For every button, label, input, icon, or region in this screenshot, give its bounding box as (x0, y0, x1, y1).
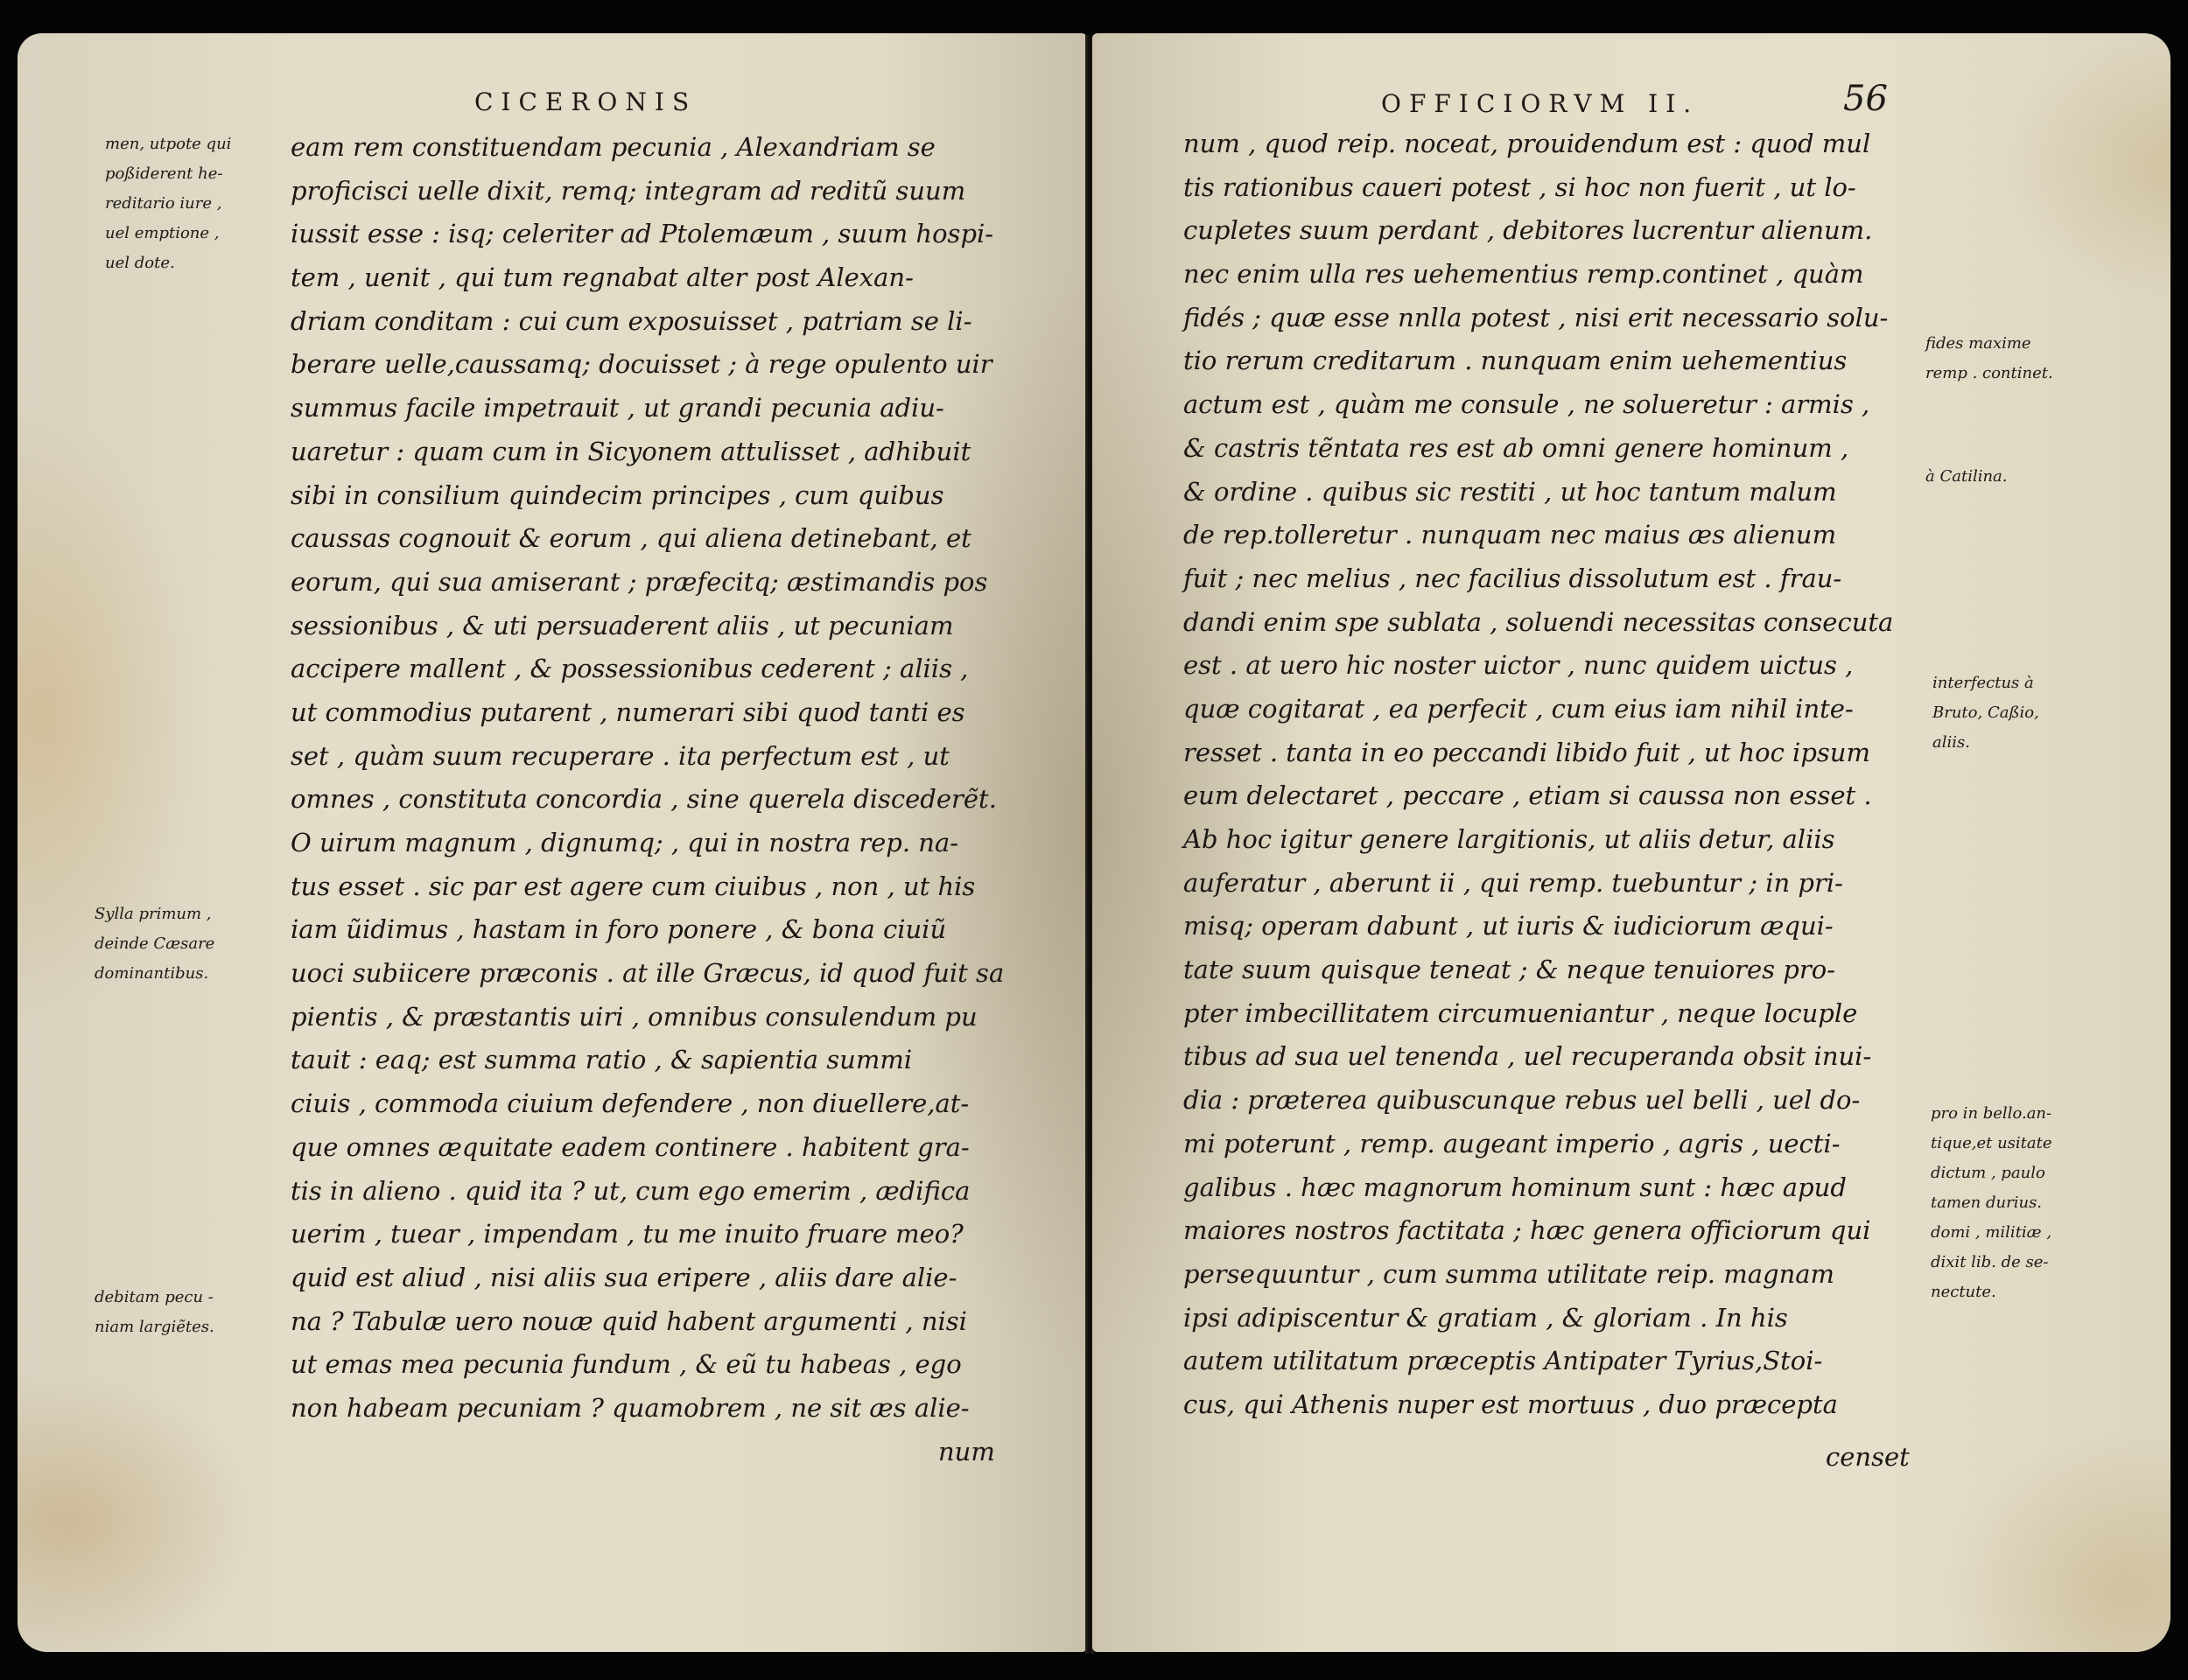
text-line: iam ũidimus , hastam in foro ponere , & bona ciuiũ (291, 914, 947, 945)
left-catchword: num (938, 1437, 995, 1466)
text-line: berare uelle,caussamq; docuisset ; à rege opulento uir (291, 349, 992, 380)
text-line: driam conditam : cui cum exposuisset , patriam se li- (291, 305, 972, 336)
margin-note-line: Bruto, Caßio, (1932, 704, 2039, 722)
text-line: tio rerum creditarum . nunquam enim uehementius (1183, 346, 1848, 376)
margin-note-line: aliis. (1932, 733, 1970, 752)
text-line: set , quàm suum recuperare . ita perfectum est , ut (291, 740, 950, 771)
text-line: eam rem constituendam pecunia , Alexandriam se (291, 132, 936, 162)
text-line: fidés ; quæ esse nnlla potest , nisi erit necessario solu- (1183, 302, 1889, 332)
text-line: uaretur : quam cum in Sicyonem attulisset , adhibuit (291, 436, 971, 466)
margin-note-line: dixit lib. de se- (1931, 1253, 2049, 1271)
text-line: tis rationibus caueri potest , si hoc non fuerit , ut lo- (1183, 172, 1856, 202)
right-margin-note-3 (1932, 668, 2039, 758)
text-line: Ab hoc igitur genere largitionis, ut aliis detur, aliis (1183, 824, 1835, 854)
text-line: tis in alieno . quid ita ? ut, cum ego emerim , ædifica (291, 1175, 971, 1206)
text-line: fuit ; nec melius , nec facilius dissolutum est . frau- (1183, 563, 1842, 593)
text-line: eorum, qui sua amiserant ; præfecitq; æstimandis pos (291, 566, 988, 597)
margin-note-line: uel emptione , (105, 224, 220, 242)
margin-note-line: dictum , paulo (1931, 1164, 2045, 1182)
left-body-text (291, 126, 1004, 1431)
text-line: uoci subiicere præconis . at ille Græcus, id quod fuit sa (291, 958, 1005, 989)
text-line: pientis , & præstantis uiri , omnibus consulendum pu (291, 1001, 978, 1032)
text-line: O uirum magnum , dignumq; , qui in nostra rep. na- (291, 828, 959, 858)
left-margin-note-1 (105, 130, 231, 278)
margin-note-line: debitam pecu - (95, 1288, 214, 1306)
text-line: tibus ad sua uel tenenda , uel recuperanda obsit inui- (1183, 1041, 1872, 1072)
margin-note-line: nectute. (1931, 1283, 1996, 1301)
text-line: cus, qui Athenis nuper est mortuus , duo præcepta (1183, 1389, 1838, 1419)
margin-note-line: pro in bello.an- (1931, 1104, 2052, 1123)
text-line: auferatur , aberunt ii , qui remp. tuebuntur ; in pri- (1183, 867, 1843, 898)
margin-note-line: dominantibus. (95, 964, 209, 983)
left-margin-note-3 (95, 1283, 214, 1342)
text-line: num , quod reip. noceat, prouidendum est : quod mul (1183, 129, 1871, 158)
right-running-head: OFFICIORVM II. (1381, 89, 1700, 118)
text-line: dia : præterea quibuscunque rebus uel belli , uel do- (1183, 1085, 1861, 1116)
text-line: resset . tanta in eo peccandi libido fuit , ut hoc ipsum (1183, 737, 1870, 767)
text-line: de rep.tolleretur . nunquam nec maius æs alienum (1183, 520, 1837, 550)
text-line: misq; operam dabunt , ut iuris & iudiciorum æqui- (1183, 911, 1834, 942)
text-line: tus esset . sic par est agere cum ciuibus , non , ut his (291, 871, 976, 901)
text-line: & castris tẽntata res est ab omni genere hominum , (1183, 432, 1849, 463)
text-line: galibus . hæc magnorum hominum sunt : hæc apud (1183, 1172, 1847, 1202)
margin-note-line: fides maxime (1925, 334, 2031, 353)
margin-note-line: tamen durius. (1931, 1194, 2043, 1212)
margin-note-line: niam largiẽtes. (95, 1318, 214, 1336)
margin-note-line: Sylla primum , (95, 905, 212, 923)
text-line: summus facile impetrauit , ut grandi pecunia adiu- (291, 393, 944, 424)
margin-note-line: deinde Cæsare (95, 934, 215, 953)
text-line: autem utilitatum præceptis Antipater Tyrius,Stoi- (1183, 1346, 1823, 1376)
text-line: est . at uero hic noster uictor , nunc quidem uictus , (1183, 650, 1854, 681)
left-running-head: CICERONIS (474, 88, 698, 116)
text-line: iussit esse : isq; celeriter ad Ptolemæum , suum hospi- (291, 219, 994, 249)
margin-note-line: reditario iure , (105, 194, 222, 213)
right-body-text (1183, 122, 1893, 1427)
text-line: ut emas mea pecunia fundum , & eũ tu habeas , ego (291, 1349, 962, 1380)
text-line: cupletes suum perdant , debitores lucrentur alienum. (1183, 215, 1873, 246)
left-margin-note-2 (95, 900, 214, 989)
text-line: dandi enim spe sublata , soluendi necessitas consecuta (1183, 606, 1894, 637)
text-line: na ? Tabulæ uero nouæ quid habent argumenti , nisi (291, 1306, 967, 1336)
text-line: maiores nostros factitata ; hæc genera officiorum qui (1183, 1215, 1871, 1246)
margin-note-line: uel dote. (105, 254, 175, 272)
margin-note-line: remp . continet. (1925, 364, 2053, 382)
text-line: sibi in consilium quindecim principes , cum quibus (291, 480, 944, 510)
text-line: uerim , tuear , impendam , tu me inuito fruare meo? (291, 1219, 964, 1250)
text-line: quæ cogitarat , ea perfecit , cum eius iam nihil inte- (1183, 693, 1854, 724)
text-line: persequuntur , cum summa utilitate reip. magnam (1183, 1258, 1835, 1289)
margin-note-line: interfectus à (1932, 674, 2034, 692)
right-margin-note-2 (1925, 462, 2008, 492)
text-line: caussas cognouit & eorum , qui aliena detinebant, et (291, 523, 971, 554)
text-line: sessionibus , & uti persuaderent aliis , ut pecuniam (291, 610, 954, 640)
margin-note-line: à Catilina. (1925, 467, 2008, 486)
margin-note-line: domi , militiæ , (1931, 1223, 2052, 1242)
right-catchword: censet (1826, 1442, 1910, 1472)
text-line: proficisci uelle dixit, remq; integram ad reditũ suum (291, 175, 966, 206)
text-line: nec enim ulla res uehementius remp.continet , quàm (1183, 259, 1864, 290)
right-page (1092, 33, 2170, 1652)
text-line: mi poterunt , remp. augeant imperio , agris , uecti- (1183, 1128, 1841, 1158)
text-line: non habeam pecuniam ? quamobrem , ne sit æs alie- (291, 1392, 970, 1423)
margin-note-line: men, utpote qui (105, 135, 232, 153)
text-line: ciuis , commoda ciuium defendere , non diuellere,at- (291, 1088, 970, 1119)
page-number: 56 (1843, 79, 1888, 119)
text-line: & ordine . quibus sic restiti , ut hoc tantum malum (1183, 476, 1837, 507)
right-margin-note-4 (1931, 1099, 2052, 1307)
text-line: tate suum quisque teneat ; & neque tenuiores pro- (1183, 955, 1835, 985)
margin-note-line: poßiderent he- (105, 164, 223, 183)
right-margin-note-1 (1925, 329, 2053, 388)
text-line: pter imbecillitatem circumueniantur , neque locuple (1183, 998, 1858, 1028)
left-page (18, 33, 1087, 1652)
text-line: omnes , constituta concordia , sine querela discederẽt. (291, 784, 997, 815)
text-line: eum delectaret , peccare , etiam si caussa non esset . (1183, 780, 1872, 811)
text-line: accipere mallent , & possessionibus cederent ; aliis , (291, 654, 969, 684)
text-line: que omnes æquitate eadem continere . habitent gra- (291, 1131, 970, 1162)
text-line: ut commodius putarent , numerari sibi quod tanti es (291, 696, 965, 727)
text-line: quid est aliud , nisi aliis sua eripere , aliis dare alie- (291, 1262, 957, 1292)
text-line: ipsi adipiscentur & gratiam , & gloriam . In his (1183, 1302, 1788, 1333)
text-line: tauit : eaq; est summa ratio , & sapientia summi (291, 1045, 913, 1075)
text-line: actum est , quàm me consule , ne solueretur : armis , (1183, 389, 1870, 420)
text-line: tem , uenit , qui tum regnabat alter post Alexan- (291, 262, 914, 293)
margin-note-line: tique,et usitate (1931, 1134, 2052, 1152)
